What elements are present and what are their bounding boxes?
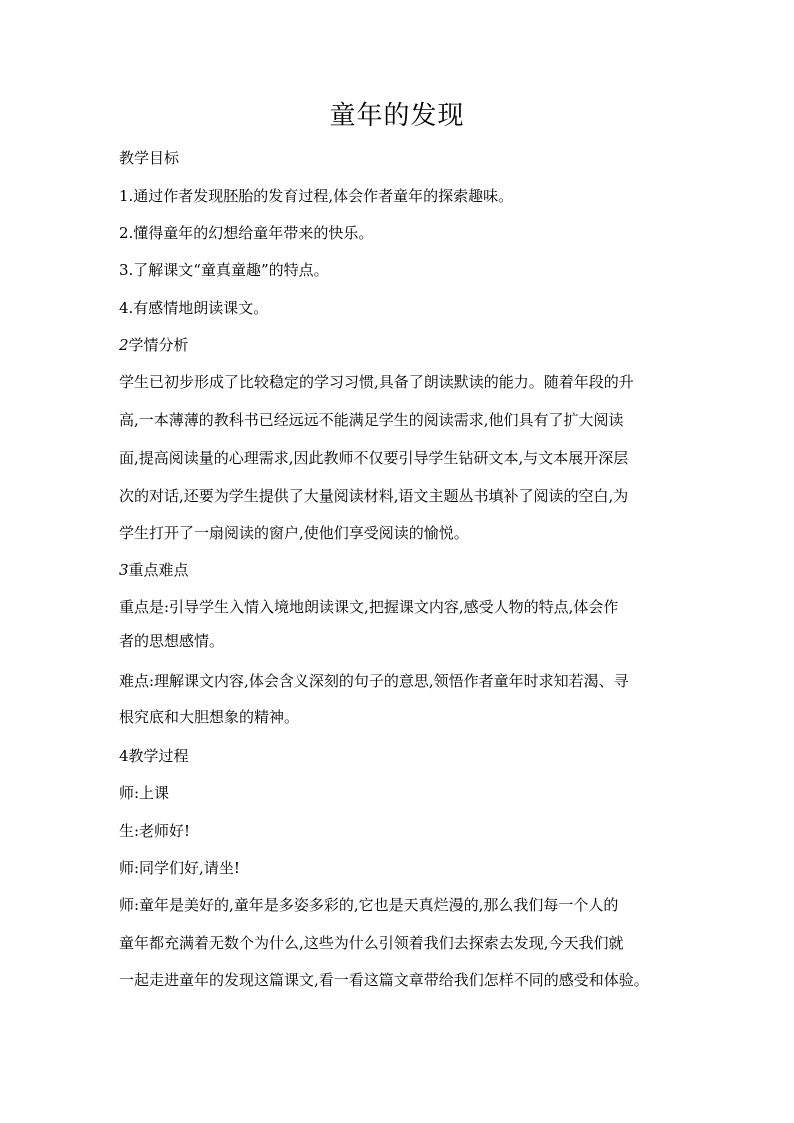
process-line-6: 一起走进童年的发现这篇课文,看一看这篇文章带给我们怎样不同的感受和体验。 xyxy=(119,971,649,989)
section-heading-text: 学情分析 xyxy=(128,336,189,354)
analysis-line-1: 学生已初步形成了比较稳定的学习习惯,具备了朗读默读的能力。随着年段的升 xyxy=(119,373,634,391)
key-points-line-3: 难点:理解课文内容,体会含义深刻的句子的意思,领悟作者童年时求知若渴、寻 xyxy=(119,672,629,690)
key-points-line-1: 重点是:引导学生入情入境地朗读课文,把握课文内容,感受人物的特点,体会作 xyxy=(119,598,619,616)
objective-line-4: 4.有感情地朗读课文。 xyxy=(119,299,269,317)
process-line-5: 童年都充满着无数个为什么,这些为什么引领着我们去探索去发现,今天我们就 xyxy=(119,934,624,952)
process-line-2: 生:老师好! xyxy=(119,822,191,840)
section-number: 2 xyxy=(119,336,129,354)
process-line-3: 师:同学们好,请坐! xyxy=(119,859,240,877)
section-heading-analysis xyxy=(119,334,189,356)
process-line-4: 师:童年是美好的,童年是多姿多彩的,它也是天真烂漫的,那么我们每一个人的 xyxy=(119,896,619,914)
key-points-line-4: 根究底和大胆想象的精神。 xyxy=(119,708,300,726)
analysis-line-4: 次的对话,还要为学生提供了大量阅读材料,语文主题丛书填补了阅读的空白,为 xyxy=(119,487,629,505)
objective-line-2: 2.懂得童年的幻想给童年带来的快乐。 xyxy=(119,224,374,242)
key-points-line-2: 者的思想感情。 xyxy=(119,632,225,650)
analysis-line-5: 学生打开了一扇阅读的窗户,使他们享受阅读的愉悦。 xyxy=(119,524,469,542)
section-heading-process: 4教学过程 xyxy=(119,747,189,765)
section-heading-text: 重点难点 xyxy=(128,561,189,579)
section-heading-key-points xyxy=(119,559,189,581)
objective-line-1: 1.通过作者发现胚胎的发育过程,体会作者童年的探索趣味。 xyxy=(119,187,514,205)
section-heading-objectives: 教学目标 xyxy=(119,149,180,167)
section-number: 3 xyxy=(119,561,129,579)
process-line-1: 师:上课 xyxy=(119,784,170,802)
document-title: 童年的发现 xyxy=(329,101,465,131)
analysis-line-3: 面,提高阅读量的心理需求,因此教师不仅要引导学生钻研文本,与文本展开深层 xyxy=(119,449,629,467)
objective-line-3: 3.了解课文“童真童趣”的特点。 xyxy=(119,261,329,279)
analysis-line-2: 高,一本薄薄的教科书已经远远不能满足学生的阅读需求,他们具有了扩大阅读 xyxy=(119,411,624,429)
